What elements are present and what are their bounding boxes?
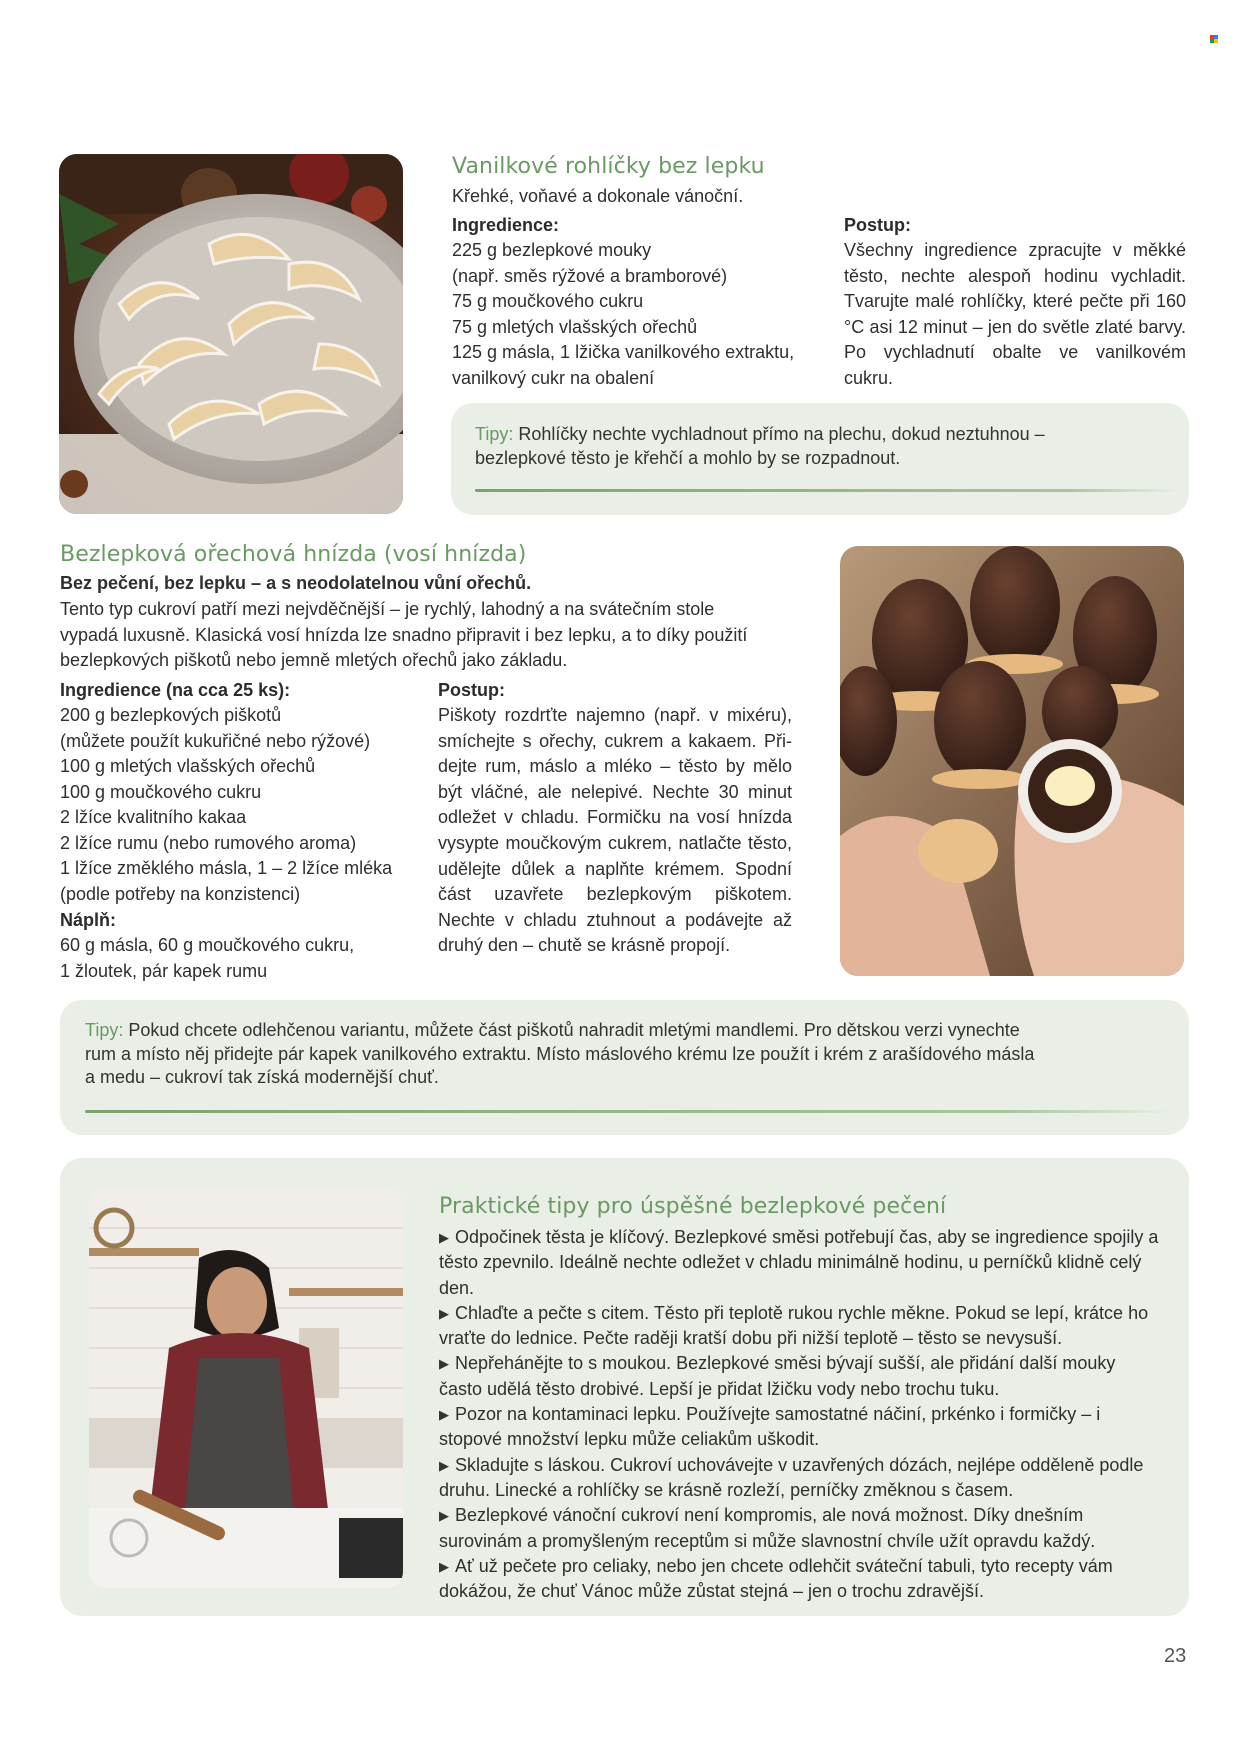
recipe1-title: Vanilkové rohlíčky bez lepku: [452, 154, 765, 179]
recipe2-ingredients-label: Ingredience (na cca 25 ks):: [60, 680, 291, 700]
tips-list-item: [439, 1225, 1159, 1301]
tip-lead: Skladujte s láskou.: [455, 1454, 606, 1475]
recipe2-subtitle: Bez pečení, bez lepku – a s neodolatelnou vůní ořechů.: [60, 573, 532, 593]
tips-list-item: [439, 1402, 1159, 1453]
tip-text: vám dokážou, že chuť Vánoc může zůstat stejná – jen o trochu zdravější.: [439, 1555, 1113, 1602]
tips-list-item: [439, 1301, 1159, 1352]
tip-text: Bezlepkové směsi potřebují čas, aby se ingredience spojily a těsto zpevnilo. Ideálně nechte odležet v chladu minimálně hodinu, u perníčků klidně celý den.: [439, 1227, 1159, 1298]
intro-line: vypadá luxusně. Klasická vosí hnízda lze snadno připravit i bez lepku, a to díky použití: [60, 624, 748, 645]
ingredient-line: (např. směs rýžové a bramborové): [452, 265, 728, 286]
tips-list-item: [439, 1351, 1159, 1402]
ingredient-line: 1 lžíce změklého másla, 1 – 2 lžíce mléka: [60, 858, 393, 878]
recipe2-tip-rule: [85, 1110, 1170, 1113]
intro-line: bezlepkových piškotů nebo jemně mletých ořechů jako základu.: [60, 650, 568, 670]
triangle-bullet-icon: ▶: [439, 1558, 449, 1574]
triangle-bullet-icon: ▶: [439, 1356, 449, 1372]
tip-lead: Odpočinek těsta je klíčový.: [455, 1227, 670, 1247]
triangle-bullet-icon: ▶: [439, 1305, 449, 1321]
ingredient-line: 75 g moučkového cukru: [452, 291, 644, 311]
recipe2-title: Bezlepková ořechová hnízda (vosí hnízda): [60, 542, 527, 567]
ingredient-line: vanilkový cukr na obalení: [452, 367, 655, 388]
page-number: 23: [1164, 1645, 1187, 1667]
recipe1-tip-line2: bezlepkové těsto je křehčí a mohlo by se rozpadnout.: [475, 447, 901, 468]
ingredient-line: 100 g mletých vlašských ořechů: [60, 756, 316, 776]
filling-line: 60 g másla, 60 g moučkového cukru,: [60, 935, 355, 955]
recipe2-tip-text: [85, 1019, 1170, 1090]
tips-list-item: [439, 1453, 1159, 1504]
recipe1-ingredients: [452, 212, 822, 391]
vanilla-crescents-photo: [59, 154, 403, 514]
tip-lead: Nepřehánějte to s moukou.: [455, 1353, 672, 1374]
ingredient-line: 200 g bezlepkových piškotů: [60, 705, 282, 725]
tip-lead: Bezlepkové vánoční cukroví není kompromis, ale nová možnost.: [455, 1505, 969, 1526]
recipe2-intro: [60, 597, 747, 674]
tip-text: Díky dnešním surovinám a promyšleným receptům si může slavnostní chvíle užít opravdu každý.: [439, 1505, 1096, 1551]
ingredient-line: 125 g másla, 1 lžička vanilkového extraktu,: [452, 342, 795, 362]
wasp-nests-photo: [840, 546, 1184, 976]
recipe1-subtitle: Křehké, voňavé a dokonale vánoční.: [452, 186, 744, 206]
recipe2-tip-label: Tipy:: [85, 1020, 124, 1040]
recipe2-method-label: Postup:: [438, 680, 505, 700]
practical-tips-box: [60, 1158, 1189, 1616]
ingredient-line: 2 lžíce kvalitního kakaa: [60, 807, 247, 827]
recipe1-tip-box: [451, 403, 1189, 515]
ingredient-line: 100 g moučkového cukru: [60, 781, 262, 802]
tips-list-item: [439, 1554, 1159, 1605]
filling-line: 1 žloutek, pár kapek rumu: [60, 960, 268, 981]
corner-color-mark: [1210, 35, 1219, 44]
tip-lead: Chlaďte a pečte s citem.: [455, 1302, 650, 1323]
recipe1-tip-line1: Rohlíčky nechte vychladnout přímo na plechu, dokud neztuhnou –: [513, 424, 1045, 444]
recipe1-method: [844, 212, 1186, 392]
baker-woman-photo: [89, 1188, 403, 1588]
recipe2-ingredients: [60, 677, 430, 984]
recipe2-method: [438, 677, 792, 959]
tip-text: Bezlepkové směsi bývají sušší, ale přidání další mouky často udělá těsto drobivé. Lepší je přidat lžičku vody nebo trochu tuku.: [439, 1353, 1116, 1399]
recipe1-tip-text: [475, 423, 1175, 470]
practical-tips-list: [439, 1225, 1159, 1604]
triangle-bullet-icon: ▶: [439, 1407, 449, 1423]
recipe1-method-text: Všechny ingredience zpracujte v měkké těsto, nechte alespoň hodinu vychladit. Tvarujte malé rohlíčky, které pečte při 160 °C asi 12 minut – jen do světle zlaté barvy. Po vychladnutí obalte ve vanilkovém cukru.: [844, 240, 1186, 388]
recipe1-method-label: Postup:: [844, 215, 911, 235]
recipe1-tip-label: Tipy:: [475, 424, 514, 444]
ingredient-line: (můžete použít kukuřičné nebo rýžové): [60, 730, 371, 751]
ingredient-line: 2 lžíce rumu (nebo rumového aroma): [60, 832, 357, 853]
recipe1-tip-rule: [475, 489, 1175, 492]
triangle-bullet-icon: ▶: [439, 1508, 449, 1524]
tip-text: Cukroví uchovávejte v uzavřených dózách, nejlépe odděleně podle druhu. Linecké a rohlíčky se krásně rozleží, perníčky změknou s časem.: [439, 1454, 1144, 1500]
recipe2-tip-line1: Pokud chcete odlehčenou variantu, můžete část piškotů nahradit mletými mandlemi. Pro dětskou verzi vynechte: [123, 1020, 1020, 1040]
ingredient-line: (podle potřeby na konzistenci): [60, 883, 301, 904]
ingredient-line: 225 g bezlepkové mouky: [452, 240, 652, 260]
practical-tips-title: Praktické tipy pro úspěšné bezlepkové pečení: [439, 1194, 947, 1219]
tip-text: Používejte samostatné náčiní, prkénko i formičky – i stopové množství lepku může celiakům uškodit.: [439, 1404, 1101, 1450]
recipe2-tip-line2: rum a místo něj přidejte pár kapek vanilkového extraktu. Místo máslového krému lze použít i krém z arašídového másla: [85, 1043, 1035, 1064]
recipe1-ingredients-label: Ingredience:: [452, 215, 560, 235]
tip-lead: Ať už pečete pro celiaky, nebo jen chcete odlehčit sváteční tabuli, tyto recepty: [455, 1555, 1074, 1576]
recipe2-tip-line3: a medu – cukroví tak získá modernější chuť.: [85, 1067, 439, 1087]
tips-list-item: [439, 1503, 1159, 1554]
recipe2-tip-box: [60, 1000, 1189, 1135]
ingredient-line: 75 g mletých vlašských ořechů: [452, 316, 698, 337]
recipe2-filling-label: Náplň:: [60, 910, 116, 930]
tip-lead: Pozor na kontaminaci lepku.: [455, 1404, 682, 1425]
intro-line: Tento typ cukroví patří mezi nejvděčnější – je rychlý, lahodný a na svátečním stole: [60, 599, 715, 619]
triangle-bullet-icon: ▶: [439, 1457, 449, 1473]
tip-text: Těsto při teplotě rukou rychle měkne. Pokud se lepí, krátce ho vraťte do lednice. Pečte raději kratší dobu při nižší teplotě – těsto se nevysuší.: [439, 1302, 1149, 1349]
triangle-bullet-icon: ▶: [439, 1230, 449, 1245]
recipe2-method-text: Piškoty rozdrťte najemno (např. v mixéru), smíchejte s ořechy, cukrem a kakaem. Přidejte rum, máslo a mléko – těsto by mělo být vláčné, ale nelepivé. Nechte 30 minut odležet v chladu. Formičku na vosí hnízda vysypte moučkovým cukrem, natlačte těsto, udělejte důlek a naplňte krémem. Spodní část uzavřete bezlepkovým piškotem. Nechte v chladu ztuhnout a podávejte až druhý den – chutě se krásně propojí.: [438, 705, 792, 956]
